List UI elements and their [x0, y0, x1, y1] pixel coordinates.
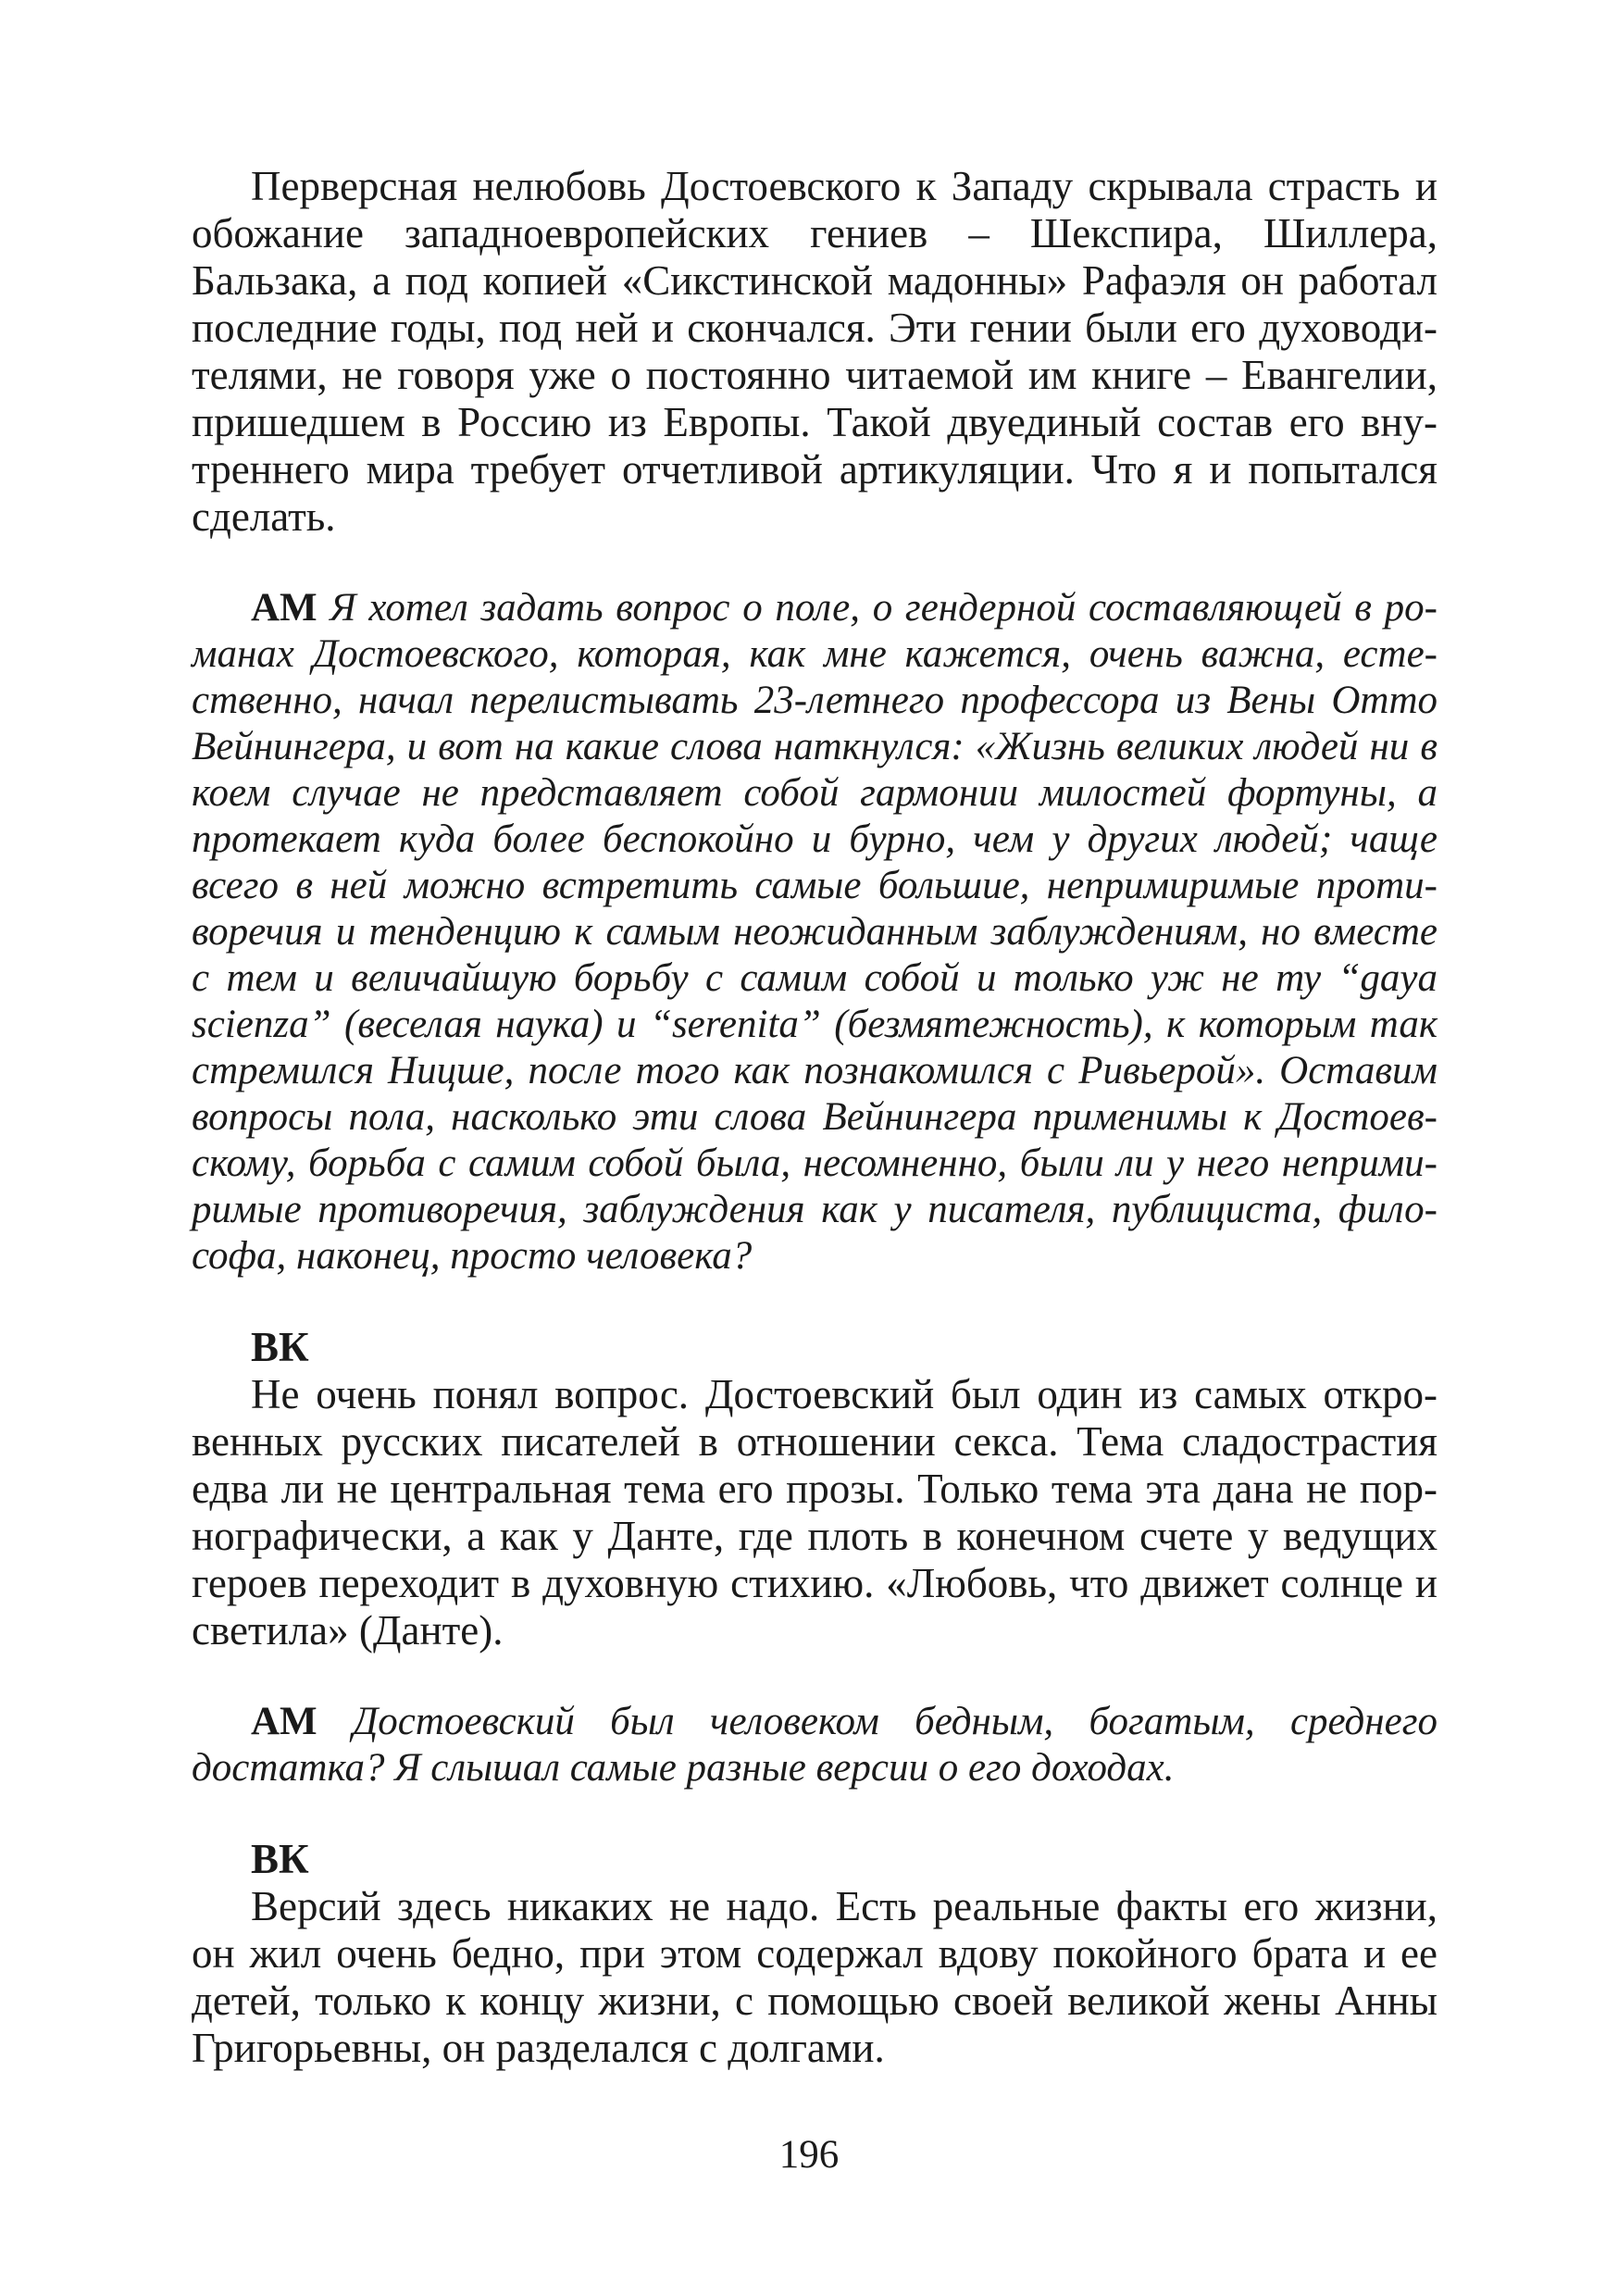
- speaker-label-vk: ВК: [251, 1836, 309, 1882]
- page-number: 196: [778, 2133, 840, 2177]
- question-am-2: [192, 1699, 1438, 1791]
- speaker-label-vk: ВК: [251, 1324, 309, 1370]
- question-am-1: [192, 585, 1438, 1279]
- answer-vk-1: Не очень понял вопрос. Достоевский был один из самых откровенных русских писателей в отношении секса. Тема сладострастия едва ли не центральная тема его прозы. Только тема эта дана не порнографически, а как у Данте, где плоть в конечном счете у ведущих героев переходит в духовную стихию. «Любовь, что движет солнце и светила» (Данте).: [192, 1371, 1438, 1653]
- spacer: [192, 1654, 1438, 1699]
- spacer: [192, 541, 1438, 585]
- answer-vk-2: Версий здесь никаких не надо. Есть реальные факты его жизни, он жил очень бедно, при этом содержал вдову покойного брата и ее детей, только к концу жизни, с помощью своей великой жены Анны Григорьевны, он разделался с долгами.: [192, 1883, 1438, 2071]
- page-content: [192, 163, 1438, 2072]
- spacer: [192, 1791, 1438, 1836]
- speaker-label-am: АМ: [251, 586, 317, 630]
- intro-paragraph: Перверсная нелюбовь Достоевского к Западу скрывала страсть и обожание западноевропейских гениев – Шекспира, Шиллера, Бальзака, а под копией «Сикстинской мадонны» Рафаэля он работал последние годы, под ней и скончался. Эти гении были его духоводителями, не говоря уже о постоянно читаемой им книге – Евангелии, пришедшем в Россию из Европы. Такой двуединый состав его внутреннего мира требует отчетливой артикуляции. Что я и попытался сделать.: [192, 163, 1438, 540]
- spacer: [192, 1279, 1438, 1324]
- question-text: Я хотел задать вопрос о поле, о гендерной составляющей в романах Достоевского, которая, как мне кажется, очень важна, естественно, начал перелистывать 23-летнего профессора из Вены Отто Вейнингера, и вот на какие слова наткнулся: «Жизнь великих людей ни в коем случае не представляет собой гармонии милостей фортуны, а протекает куда более беспокойно и бурно, чем у других людей; чаще всего в ней можно встретить самые большие, непримиримые противоречия и тенденцию к самым неожиданным заблуждениям, но вместе с тем и величайшую борьбу с самим собой и только уж не ту “gaya scienza” (веселая наука) и “serenita” (безмятежность), к которым так стремился Ницше, после того как познакомился с Ривьерой». Оставим вопросы пола, насколько эти слова Вейнингера применимы к Достоевскому, борьба с самим собой была, несомненно, были ли у него непримиримые противоречия, заблуждения как у писателя, публициста, философа, наконец, просто человека?: [192, 586, 1438, 1278]
- question-text: Достоевский был человеком бедным, богатым, среднего достатка? Я слышал самые разные версии о его доходах.: [192, 1700, 1438, 1790]
- speaker-label-am: АМ: [251, 1700, 317, 1743]
